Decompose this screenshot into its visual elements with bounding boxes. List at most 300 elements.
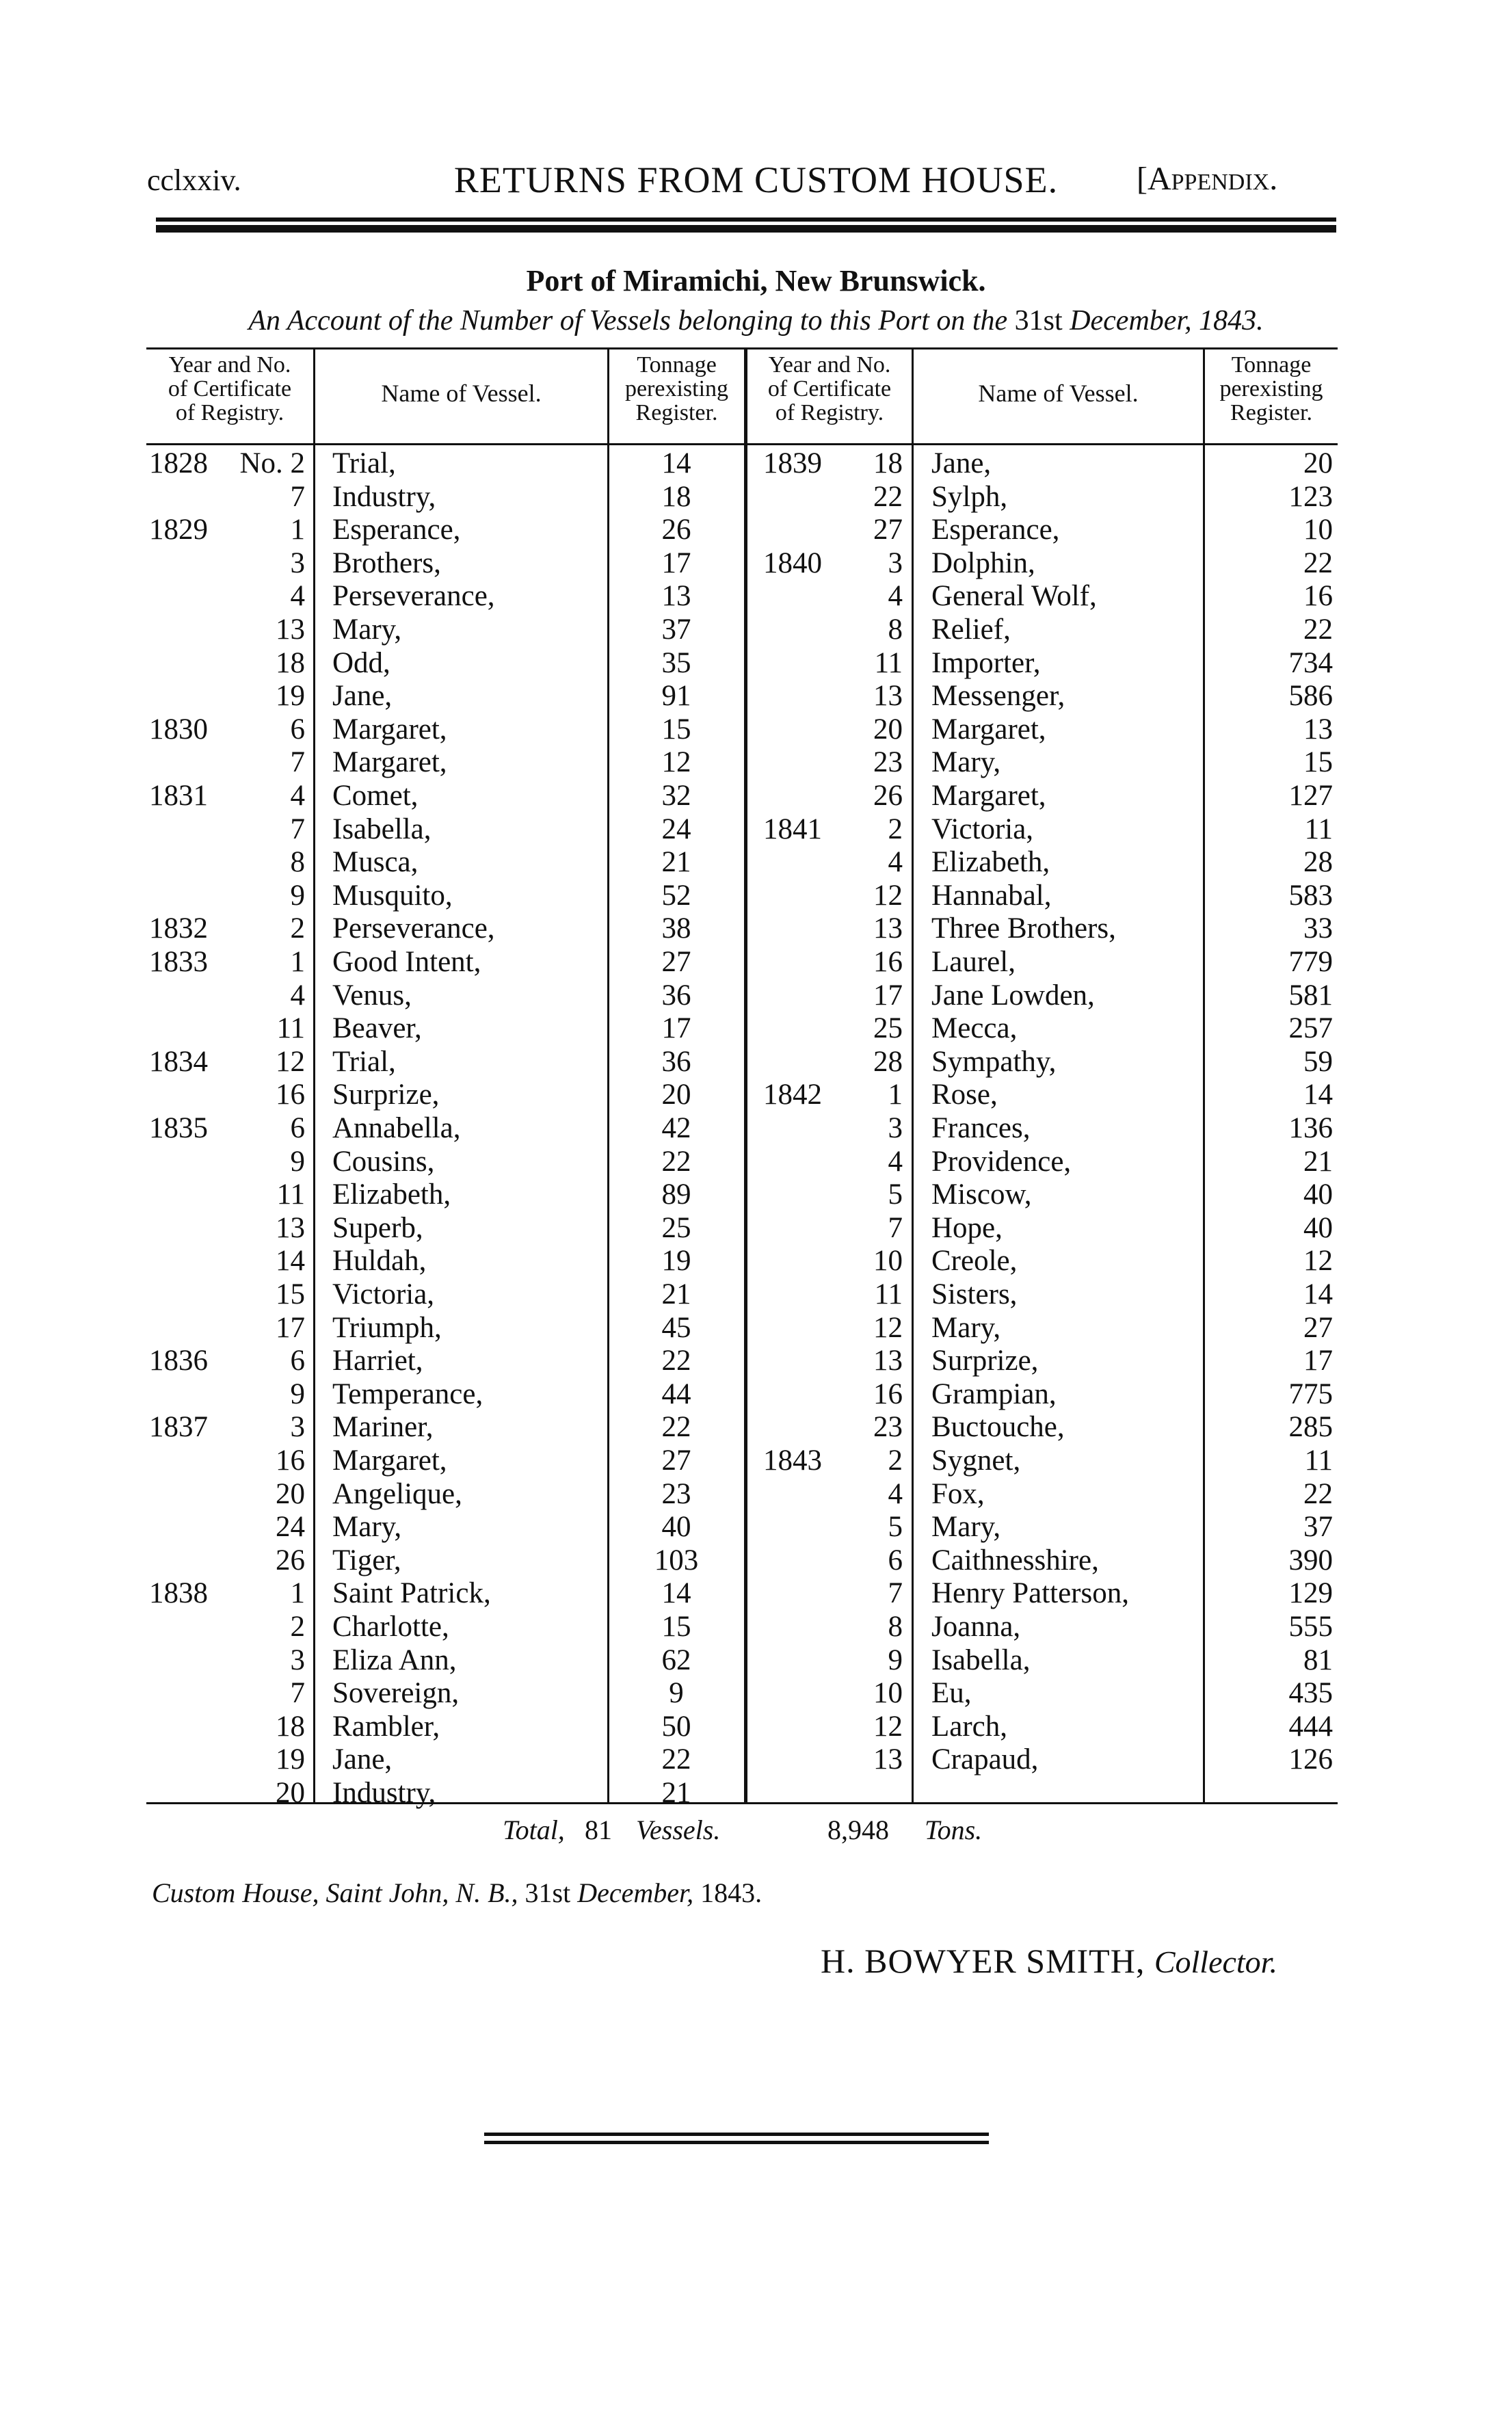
cell-no: 1 [888,1079,903,1111]
cell-name: Mary, [931,1511,1001,1544]
cell-tons: 581 [1288,979,1333,1012]
header-vessel-name: Name of Vessel. [381,380,542,407]
cell-tons: 20 [661,1079,691,1111]
section-label: [Appendix. [1137,161,1278,197]
cell-no: 10 [873,1677,903,1710]
cell-name: Perseverance, [332,580,495,613]
cell-no: 5 [888,1511,903,1544]
cell-name: General Wolf, [931,580,1097,613]
header-line: Tonnage [637,352,717,378]
cell-tons: 17 [661,1012,691,1045]
cell-tons: 21 [1303,1145,1333,1178]
cell-tons: 24 [661,813,691,845]
cell-tons: 27 [661,946,691,978]
cell-tons: 45 [661,1311,691,1344]
cell-year: 1841 [763,813,822,845]
cell-no: 13 [873,912,903,945]
cell-name: Esperance, [332,514,461,546]
cell-tons: 20 [1303,447,1333,479]
cell-name: Eu, [931,1677,972,1710]
cell-name: Musquito, [332,879,453,912]
header-line: Register. [1230,400,1312,425]
table-row [146,1212,1338,1245]
table-row [146,1544,1338,1577]
table-row [146,846,1338,879]
cell-tons: 25 [661,1211,691,1244]
table-row [146,1146,1338,1178]
port-title: Port of Miramichi, New Brunswick. [526,264,986,298]
cell-tons: 35 [661,646,691,679]
cell-name: Crapaud, [931,1743,1039,1776]
cell-tons: 27 [661,1444,691,1477]
cell-name: Frances, [931,1112,1031,1144]
cell-tons: 40 [1303,1211,1333,1244]
cell-name: Comet, [332,780,419,812]
table-row [146,1743,1338,1776]
table-row [146,1711,1338,1743]
cell-no: 9 [290,1145,305,1178]
table-row [146,1012,1338,1045]
header-line: perexisting [624,376,729,401]
cell-no: 16 [873,1377,903,1410]
cell-no: 2 [290,1611,305,1643]
cell-no: 16 [873,946,903,978]
cell-no: 17 [873,979,903,1012]
cell-tons: 390 [1288,1544,1333,1576]
table-row [146,580,1338,613]
cell-name: Importer, [931,646,1041,679]
cell-no: 12 [873,1710,903,1743]
table-row [146,1677,1338,1710]
cell-no: 9 [290,879,305,912]
table-row [146,713,1338,746]
cell-name: Beaver, [332,1012,422,1045]
cell-tons: 136 [1288,1112,1333,1144]
cell-name: Sisters, [931,1278,1018,1310]
header-tonnage [609,353,744,425]
cell-no: 13 [873,1743,903,1776]
dateline-year: 1843. [700,1877,762,1908]
cell-no: 19 [276,680,305,713]
table-row [146,746,1338,779]
dateline-day: 31st [525,1877,571,1908]
cell-name: Mary, [931,1311,1001,1344]
cell-name: Musca, [332,846,419,879]
cell-no: 8 [290,846,305,879]
cell-tons: 27 [1303,1311,1333,1344]
table-row [146,912,1338,945]
header-line: Tonnage [1231,352,1312,378]
cell-tons: 123 [1288,480,1333,513]
cell-no: 13 [276,613,305,646]
cell-name: Hope, [931,1211,1003,1244]
table-row [146,647,1338,680]
table-row [146,979,1338,1012]
table-row [146,1079,1338,1111]
cell-no: 3 [290,1411,305,1444]
header-line: perexisting [1219,376,1323,401]
cell-tons: 12 [661,746,691,779]
table-row [146,514,1338,546]
cell-tons: 586 [1288,680,1333,713]
cell-tons: 15 [1303,746,1333,779]
cell-tons: 21 [661,1777,691,1809]
cell-no: 4 [888,1477,903,1510]
cell-no: 9 [290,1377,305,1410]
cell-tons: 11 [1304,813,1333,845]
cell-tons: 18 [661,480,691,513]
cell-tons: 23 [661,1477,691,1510]
cell-year: 1836 [149,1345,208,1377]
table-row [146,1378,1338,1411]
cell-name: Charlotte, [332,1611,449,1643]
cell-tons: 13 [1303,713,1333,745]
cell-name: Saint Patrick, [332,1577,491,1610]
cell-no: 12 [873,1311,903,1344]
cell-tons: 126 [1288,1743,1333,1776]
cell-tons: 17 [661,546,691,579]
cell-tons: 14 [1303,1278,1333,1310]
table-row [146,680,1338,713]
cell-no: 28 [873,1045,903,1078]
cell-tons: 52 [661,879,691,912]
cell-no: 4 [290,580,305,613]
cell-tons: 444 [1288,1710,1333,1743]
cell-name: Brothers, [332,546,441,579]
header-line: Year and No. [168,352,291,378]
cell-name: Buctouche, [931,1411,1065,1444]
cell-name: Elizabeth, [931,846,1050,879]
cell-name: Margaret, [931,713,1046,745]
totals-vessels-label: Vessels. [636,1814,721,1845]
cell-tons: 14 [661,1577,691,1610]
cell-tons: 22 [661,1345,691,1377]
cell-name: Eliza Ann, [332,1644,457,1676]
signature-name: H. BOWYER SMITH, [821,1942,1145,1980]
cell-name: Jane, [332,680,393,713]
cell-tons: 22 [1303,1477,1333,1510]
cell-no: 1 [290,946,305,978]
cell-tons: 40 [661,1511,691,1544]
cell-name: Isabella, [931,1644,1031,1676]
table-row [146,1644,1338,1677]
subtitle-day: 31st [1014,305,1063,336]
cell-no: 7 [888,1577,903,1610]
cell-year: 1839 [763,447,822,479]
dateline-place: Custom House, Saint John, N. B., [152,1877,518,1908]
cell-no: 19 [276,1743,305,1776]
cell-tons: 62 [661,1644,691,1676]
cell-tons: 435 [1288,1677,1333,1710]
cell-name: Rose, [931,1079,998,1111]
table-row [146,1278,1338,1311]
cell-no: 26 [276,1544,305,1576]
cell-no: 11 [276,1012,305,1045]
cell-tons: 555 [1288,1611,1333,1643]
cell-no: 15 [276,1278,305,1310]
cell-tons: 32 [661,780,691,812]
cell-no: 2 [888,813,903,845]
table-row [146,1245,1338,1278]
cell-no: 9 [888,1644,903,1676]
cell-no: 7 [290,746,305,779]
cell-no: 4 [290,979,305,1012]
cell-no: 20 [276,1477,305,1510]
cell-name: Sylph, [931,480,1008,513]
totals-vessels-count: 81 [585,1814,612,1845]
cell-tons: 44 [661,1377,691,1410]
cell-no: 13 [873,1345,903,1377]
cell-no: 1 [290,514,305,546]
table-row [146,481,1338,514]
cell-no: 1 [290,1577,305,1610]
table-row [146,1478,1338,1511]
header-line: Register. [635,400,718,425]
cell-name: Relief, [931,613,1011,646]
cell-name: Caithnesshire, [931,1544,1099,1576]
header-line: of Registry. [175,400,284,425]
closing-rule [484,2133,989,2136]
cell-no: 5 [888,1178,903,1211]
table-row [146,1312,1338,1345]
cell-name: Margaret, [931,780,1046,812]
cell-name: Margaret, [332,1444,447,1477]
cell-name: Victoria, [332,1278,435,1310]
cell-tons: 36 [661,1045,691,1078]
table-row [146,880,1338,912]
table-row [146,1511,1338,1544]
cell-tons: 50 [661,1710,691,1743]
table-subtitle [0,304,1512,337]
table-row [146,1046,1338,1079]
cell-tons: 22 [1303,613,1333,646]
cell-name: Larch, [931,1710,1008,1743]
cell-year: 1840 [763,546,822,579]
table-row [146,1178,1338,1211]
cell-no: 7 [290,480,305,513]
cell-no: 4 [290,780,305,812]
header-rule-heavy [156,225,1336,233]
header-line: of Certificate [168,376,292,401]
cell-name: Industry, [332,1777,436,1809]
cell-name: Sygnet, [931,1444,1021,1477]
header-rule-thick [156,217,1336,222]
cell-name: Superb, [332,1211,423,1244]
table-row [146,447,1338,480]
cell-tons: 16 [1303,580,1333,613]
cell-name: Jane Lowden, [931,979,1095,1012]
cell-name: Triumph, [332,1311,442,1344]
cell-tons: 13 [661,580,691,613]
cell-tons: 14 [1303,1079,1333,1111]
header-line: Year and No. [768,352,891,378]
cell-no: 26 [873,780,903,812]
cell-name: Annabella, [332,1112,461,1144]
cell-no: 16 [276,1079,305,1111]
cell-name: Mariner, [332,1411,434,1444]
table-row [146,1345,1338,1377]
cell-tons: 15 [661,713,691,745]
cell-no: 7 [290,1677,305,1710]
table-top-rule [146,347,1338,349]
cell-tons: 91 [661,680,691,713]
cell-name: Jane, [931,447,992,479]
cell-no: 3 [290,546,305,579]
cell-name: Trial, [332,1045,396,1078]
cell-tons: 734 [1288,646,1333,679]
cell-name: Creole, [931,1245,1018,1278]
cell-no: 7 [888,1211,903,1244]
cell-no: 25 [873,1012,903,1045]
cell-no: 12 [873,879,903,912]
subtitle-date: December, 1843. [1070,305,1264,336]
totals-tons-label: Tons. [925,1814,983,1845]
cell-name: Messenger, [931,680,1065,713]
subtitle-text: An Account of the Number of Vessels belonging to this Port on the [248,305,1008,336]
cell-tons: 12 [1303,1245,1333,1278]
cell-no: 11 [874,1278,903,1310]
cell-no: 23 [873,746,903,779]
cell-no: No. 2 [239,447,305,479]
cell-no: 4 [888,1145,903,1178]
cell-no: 18 [276,646,305,679]
cell-no: 8 [888,1611,903,1643]
cell-name: Cousins, [332,1145,435,1178]
cell-tons: 775 [1288,1377,1333,1410]
cell-no: 27 [873,514,903,546]
cell-tons: 583 [1288,879,1333,912]
cell-no: 2 [290,912,305,945]
cell-name: Margaret, [332,746,447,779]
cell-tons: 14 [661,447,691,479]
table-row [146,1577,1338,1610]
cell-no: 4 [888,580,903,613]
cell-no: 6 [888,1544,903,1576]
cell-no: 3 [888,546,903,579]
cell-name: Laurel, [931,946,1016,978]
cell-tons: 10 [1303,514,1333,546]
cell-no: 7 [290,813,305,845]
cell-year: 1837 [149,1411,208,1444]
cell-name: Trial, [332,447,396,479]
cell-name: Huldah, [332,1245,427,1278]
cell-name: Good Intent, [332,946,481,978]
cell-name: Sovereign, [332,1677,460,1710]
cell-name: Elizabeth, [332,1178,451,1211]
cell-tons: 285 [1288,1411,1333,1444]
cell-no: 4 [888,846,903,879]
cell-name: Mecca, [931,1012,1018,1045]
cell-no: 6 [290,713,305,745]
cell-no: 18 [276,1710,305,1743]
cell-tons: 37 [1303,1511,1333,1544]
cell-name: Providence, [931,1145,1072,1178]
table-row [146,946,1338,979]
cell-tons: 22 [661,1145,691,1178]
cell-tons: 37 [661,613,691,646]
cell-name: Fox, [931,1477,985,1510]
cell-name: Mary, [332,613,402,646]
cell-year: 1829 [149,514,208,546]
cell-name: Isabella, [332,813,432,845]
page-number: cclxxiv. [147,163,241,197]
cell-tons: 779 [1288,946,1333,978]
totals-label: Total, [503,1814,565,1845]
cell-tons: 257 [1288,1012,1333,1045]
table-row [146,1444,1338,1477]
running-title: RETURNS FROM CUSTOM HOUSE. [453,159,1059,200]
cell-no: 17 [276,1311,305,1344]
cell-name: Industry, [332,480,436,513]
cell-no: 11 [276,1178,305,1211]
cell-name: Surprize, [931,1345,1039,1377]
cell-no: 12 [276,1045,305,1078]
cell-no: 13 [873,680,903,713]
header-vessel-name: Name of Vessel. [978,380,1139,407]
cell-year: 1843 [763,1444,822,1477]
cell-no: 18 [873,447,903,479]
cell-no: 6 [290,1112,305,1144]
cell-tons: 81 [1303,1644,1333,1676]
signature-title: Collector. [1154,1944,1277,1979]
cell-name: Margaret, [332,713,447,745]
table-row [146,1411,1338,1444]
cell-name: Harriet, [332,1345,423,1377]
table-row [146,1777,1338,1810]
cell-no: 8 [888,613,903,646]
cell-tons: 36 [661,979,691,1012]
header-year-no [146,353,313,425]
signature [821,1941,1277,1981]
cell-name: Joanna, [931,1611,1021,1643]
table-row [146,813,1338,846]
header-year-no [747,353,912,425]
cell-no: 10 [873,1245,903,1278]
cell-year: 1831 [149,780,208,812]
dateline [152,1877,762,1909]
header-line: of Registry. [775,400,884,425]
table-row [146,1112,1338,1145]
cell-no: 20 [873,713,903,745]
closing-rule [484,2141,989,2144]
header-line: of Certificate [767,376,892,401]
cell-name: Angelique, [332,1477,462,1510]
cell-tons: 15 [661,1611,691,1643]
cell-tons: 33 [1303,912,1333,945]
cell-tons: 19 [661,1245,691,1278]
cell-tons: 129 [1288,1577,1333,1610]
cell-name: Rambler, [332,1710,440,1743]
cell-no: 14 [276,1245,305,1278]
cell-name: Surprize, [332,1079,440,1111]
cell-no: 24 [276,1511,305,1544]
cell-tons: 103 [654,1544,699,1576]
cell-tons: 22 [661,1743,691,1776]
cell-tons: 22 [661,1411,691,1444]
table-row [146,1611,1338,1644]
cell-name: Temperance, [332,1377,483,1410]
cell-name: Odd, [332,646,390,679]
cell-name: Miscow, [931,1178,1032,1211]
cell-no: 3 [290,1644,305,1676]
cell-tons: 11 [1304,1444,1333,1477]
cell-no: 3 [888,1112,903,1144]
cell-tons: 22 [1303,546,1333,579]
cell-name: Hannabal, [931,879,1052,912]
dateline-month: December, [577,1877,694,1908]
cell-year: 1833 [149,946,208,978]
cell-tons: 17 [1303,1345,1333,1377]
